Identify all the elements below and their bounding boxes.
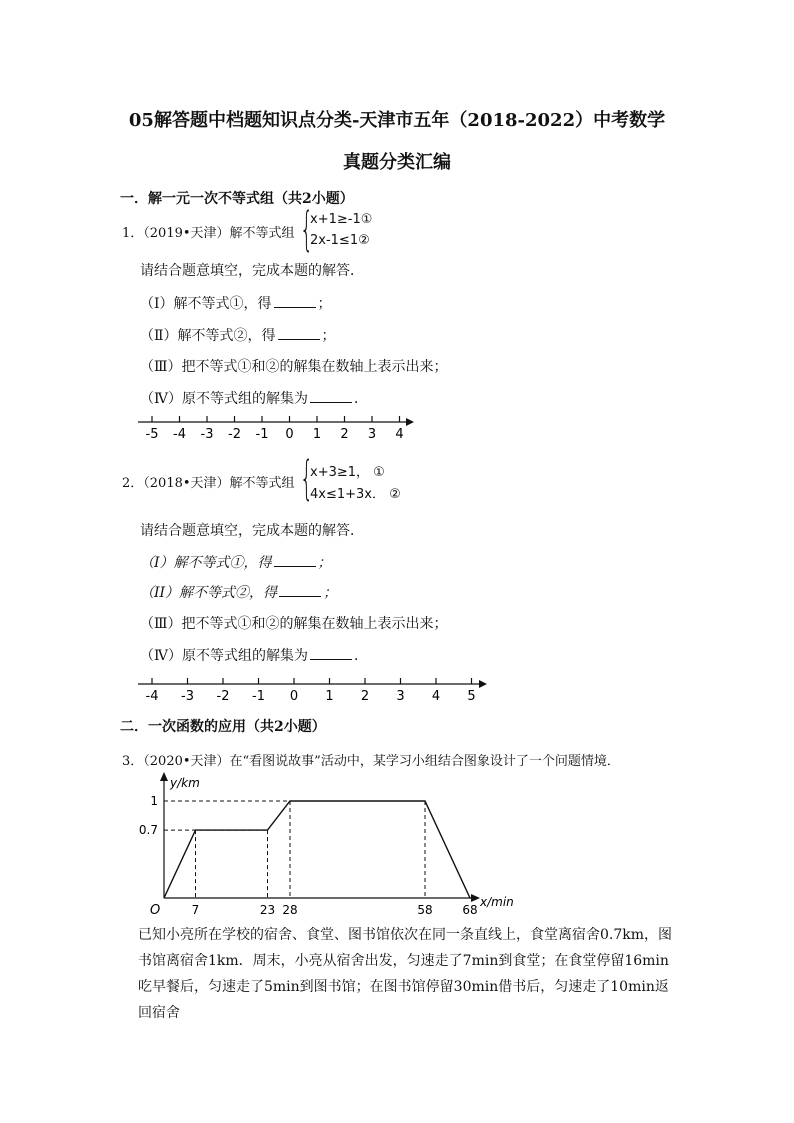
q2-step1-text: （I）解不等式①，得 [140, 555, 272, 571]
q1-number-line [130, 410, 430, 446]
answer-blank [274, 295, 316, 308]
x-tick-label: 68 [462, 903, 478, 917]
q1-step2 [140, 325, 336, 345]
q1-system-line1: x+1≥-1① [310, 212, 373, 227]
q2-step3: （Ⅲ）把不等式①和②的解集在数轴上表示出来； [140, 616, 448, 632]
answer-blank [274, 554, 316, 567]
number-line-tick-label: -4 [173, 427, 186, 442]
section-heading-2: 二．一次函数的应用（共2小题） [120, 719, 326, 735]
x-tick-label: 28 [282, 903, 298, 917]
q1-step1-text: （Ⅰ）解不等式①，得 [140, 296, 272, 312]
x-tick-label: 23 [259, 903, 276, 917]
number-line-tick-label: -5 [145, 427, 159, 442]
number-line-tick-label: -3 [200, 427, 214, 442]
number-line-tick-label: 1 [312, 427, 322, 442]
number-line-tick-label: -3 [181, 689, 194, 704]
x-tick-label: 7 [191, 903, 200, 917]
y-axis-arrow-icon [160, 772, 168, 781]
q2-step4 [140, 645, 368, 665]
number-line-tick-label: -2 [228, 427, 241, 442]
number-line-tick-label: 3 [367, 427, 377, 442]
q1-prefix: 1．（2019•天津）解不等式组 [122, 226, 295, 241]
q2-intro: 请结合题意填空，完成本题的解答． [140, 523, 364, 539]
number-line-tick-label: -1 [255, 427, 269, 442]
number-line-tick-label: 5 [467, 689, 476, 704]
brace-icon: { [300, 451, 314, 505]
q1-system-line2: 2x-1≤1② [310, 233, 370, 248]
section-heading-1: 一．解一元一次不等式组（共2小题） [120, 191, 354, 207]
number-line-tick-label: -2 [216, 689, 230, 704]
number-line-tick-label: 4 [431, 689, 441, 704]
q1-inequality-system [300, 202, 420, 256]
y-tick-label: 1 [150, 794, 158, 808]
answer-blank [310, 390, 352, 403]
number-line-tick-label: 0 [289, 689, 299, 704]
origin-label: O [150, 903, 161, 918]
number-line-tick-label: -4 [145, 689, 159, 704]
q2-step1-end: ； [317, 555, 332, 571]
answer-blank [278, 327, 320, 340]
q1-step4-end: ． [354, 391, 368, 407]
q2-step1 [140, 552, 332, 572]
number-line-tick-label: 2 [360, 689, 370, 704]
q1-intro: 请结合题意填空，完成本题的解答． [140, 263, 364, 279]
q1-step1 [140, 293, 332, 313]
answer-blank [310, 647, 352, 660]
number-line-tick-label: 4 [395, 427, 404, 442]
q1-step4 [140, 388, 368, 408]
q2-step2-text: （II）解不等式②，得 [140, 585, 278, 601]
page-title-line2: 真题分类汇编 [343, 152, 451, 173]
q2-step4-end: ． [354, 648, 368, 664]
x-axis-label: x/min [480, 895, 514, 909]
q2-system-line2: 4x≤1+3x． ② [310, 487, 401, 502]
arrow-right-icon [406, 418, 414, 426]
number-line-tick-label: 2 [340, 427, 349, 442]
q1-step2-end: ； [321, 328, 336, 344]
q3-prefix: 3．（2020•天津）在“看图说故事”活动中，某学习小组结合图象设计了一个问题情境． [122, 754, 620, 769]
number-line-tick-label: 3 [396, 689, 405, 704]
q2-step4-text: （Ⅳ）原不等式组的解集为 [140, 648, 308, 664]
q2-step2 [140, 582, 337, 602]
q1-step2-text: （Ⅱ）解不等式②，得 [140, 328, 276, 344]
number-line-tick-label: 0 [285, 427, 294, 442]
page-title: 05解答题中档题知识点分类-天津市五年（2018-2022）中考数学 [128, 110, 666, 131]
answer-blank [279, 584, 321, 597]
q1-step1-end: ； [317, 296, 332, 312]
q1-step4-text: （Ⅳ）原不等式组的解集为 [140, 391, 308, 407]
q3-distance-time-graph [130, 770, 550, 920]
q2-inequality-system [300, 451, 440, 505]
arrow-right-icon [479, 680, 487, 688]
series-line [164, 801, 470, 898]
q3-description: 已知小亮所在学校的宿舍、食堂、图书馆依次在同一条直线上，食堂离宿舍0.7km，图书馆离宿舍1km．周末，小亮从宿舍出发，匀速走了7min到食堂；在食堂停留16min吃早餐后，匀速走了5min到图书馆；在图书馆停留30min借书后，匀速走了10min返回宿舍 [138, 927, 673, 1021]
q1-step3: （Ⅲ）把不等式①和②的解集在数轴上表示出来； [140, 359, 448, 375]
number-line-tick-label: -1 [252, 689, 265, 704]
brace-icon: { [300, 202, 314, 256]
q2-number-line [130, 672, 500, 708]
q2-system-line1: x+3≥1， ① [310, 465, 385, 480]
x-tick-label: 58 [417, 903, 433, 917]
q2-step2-end: ； [323, 585, 338, 601]
number-line-tick-label: 1 [325, 689, 334, 704]
x-axis-arrow-icon [471, 894, 480, 902]
y-axis-label: y/km [170, 776, 200, 790]
y-tick-label: 0.7 [138, 823, 158, 838]
q2-prefix: 2．（2018•天津）解不等式组 [122, 476, 295, 491]
